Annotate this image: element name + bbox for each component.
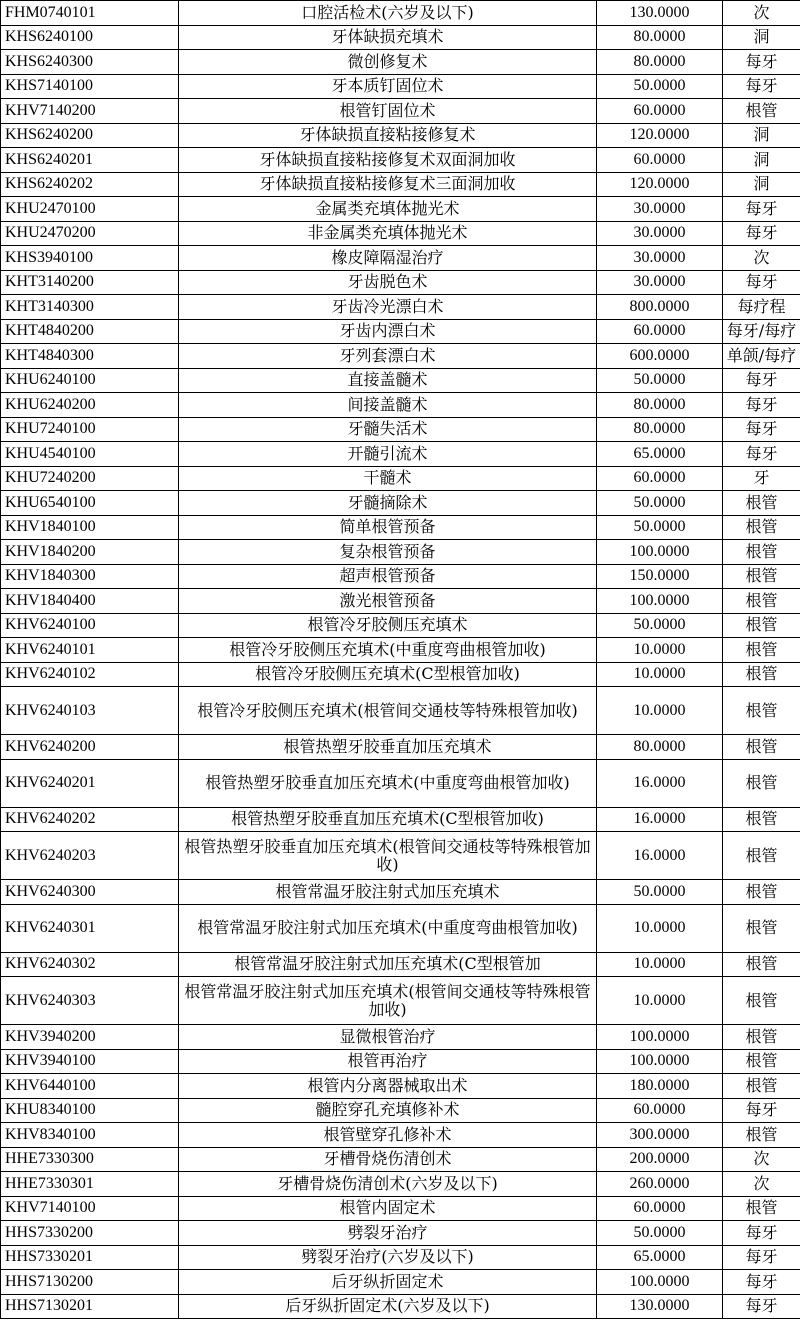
item-name-cell: 金属类充填体抛光术	[179, 197, 597, 222]
item-name-cell: 橡皮障隔湿治疗	[179, 246, 597, 271]
item-price-cell: 50.0000	[597, 515, 723, 540]
item-name-cell: 牙齿冷光漂白术	[179, 295, 597, 320]
item-code-cell: KHT3140300	[1, 295, 179, 320]
item-price-cell: 50.0000	[597, 613, 723, 638]
item-name-cell: 非金属类充填体抛光术	[179, 221, 597, 246]
item-code-cell: HHS7130201	[1, 1294, 179, 1319]
item-name-cell: 牙体缺损直接粘接修复术	[179, 123, 597, 148]
table-row	[1, 1025, 800, 1050]
item-name-cell: 根管常温牙胶注射式加压充填术	[179, 880, 597, 905]
table-row	[1, 1196, 800, 1221]
item-price-cell: 65.0000	[597, 1245, 723, 1270]
item-code-cell: KHV6240201	[1, 759, 179, 807]
item-unit-cell: 单颌/每疗	[723, 344, 800, 369]
item-name-cell: 简单根管预备	[179, 515, 597, 540]
item-name-cell: 牙髓失活术	[179, 417, 597, 442]
item-name-cell: 口腔活检术(六岁及以下)	[179, 1, 597, 26]
item-price-cell: 60.0000	[597, 319, 723, 344]
item-name-cell: 牙体缺损直接粘接修复术双面洞加收	[179, 148, 597, 173]
item-name-cell: 劈裂牙治疗	[179, 1221, 597, 1246]
item-unit-cell: 根管	[723, 491, 800, 516]
table-row	[1, 662, 800, 687]
item-code-cell: FHM0740101	[1, 1, 179, 26]
table-row	[1, 1049, 800, 1074]
table-row	[1, 977, 800, 1025]
item-unit-cell: 根管	[723, 515, 800, 540]
item-name-cell: 显微根管治疗	[179, 1025, 597, 1050]
table-row	[1, 759, 800, 807]
item-unit-cell: 洞	[723, 172, 800, 197]
item-unit-cell: 每牙	[723, 197, 800, 222]
table-row	[1, 564, 800, 589]
item-price-cell: 50.0000	[597, 491, 723, 516]
item-price-cell: 100.0000	[597, 1270, 723, 1295]
item-price-cell: 65.0000	[597, 442, 723, 467]
item-code-cell: KHU8340100	[1, 1098, 179, 1123]
item-price-cell: 10.0000	[597, 638, 723, 663]
item-price-cell: 10.0000	[597, 977, 723, 1025]
item-name-cell: 牙髓摘除术	[179, 491, 597, 516]
item-code-cell: KHV6240200	[1, 735, 179, 760]
item-code-cell: KHU7240200	[1, 466, 179, 491]
table-row	[1, 148, 800, 173]
item-unit-cell: 每牙	[723, 270, 800, 295]
item-price-cell: 800.0000	[597, 295, 723, 320]
item-unit-cell: 每牙	[723, 1294, 800, 1319]
item-price-cell: 30.0000	[597, 221, 723, 246]
item-name-cell: 根管常温牙胶注射式加压充填术(根管间交通枝等特殊根管加收)	[179, 977, 597, 1025]
item-code-cell: KHV6240103	[1, 687, 179, 735]
item-unit-cell: 根管	[723, 662, 800, 687]
table-row	[1, 221, 800, 246]
item-name-cell: 复杂根管预备	[179, 540, 597, 565]
item-price-cell: 80.0000	[597, 417, 723, 442]
item-code-cell: KHU6240100	[1, 368, 179, 393]
item-name-cell: 根管热塑牙胶垂直加压充填术(根管间交通枝等特殊根管加收)	[179, 832, 597, 880]
item-unit-cell: 根管	[723, 832, 800, 880]
item-code-cell: KHU6540100	[1, 491, 179, 516]
item-code-cell: KHV3940200	[1, 1025, 179, 1050]
item-code-cell: KHV6240302	[1, 952, 179, 977]
item-unit-cell: 每牙	[723, 1245, 800, 1270]
item-name-cell: 牙齿脱色术	[179, 270, 597, 295]
item-unit-cell: 每疗程	[723, 295, 800, 320]
table-row	[1, 319, 800, 344]
item-price-cell: 30.0000	[597, 246, 723, 271]
item-unit-cell: 每牙	[723, 1270, 800, 1295]
table-row	[1, 442, 800, 467]
item-code-cell: KHU2470200	[1, 221, 179, 246]
table-row	[1, 1270, 800, 1295]
item-code-cell: KHU2470100	[1, 197, 179, 222]
table-row	[1, 295, 800, 320]
item-code-cell: KHT4840300	[1, 344, 179, 369]
item-name-cell: 牙体缺损直接粘接修复术三面洞加收	[179, 172, 597, 197]
item-code-cell: KHV1840200	[1, 540, 179, 565]
item-code-cell: KHT3140200	[1, 270, 179, 295]
item-unit-cell: 根管	[723, 904, 800, 952]
item-code-cell: KHV8340100	[1, 1123, 179, 1148]
item-name-cell: 髓腔穿孔充填修补术	[179, 1098, 597, 1123]
item-code-cell: HHS7130200	[1, 1270, 179, 1295]
item-name-cell: 牙本质钉固位术	[179, 74, 597, 99]
table-row	[1, 123, 800, 148]
item-price-cell: 200.0000	[597, 1147, 723, 1172]
item-unit-cell: 根管	[723, 952, 800, 977]
item-code-cell: KHV6240202	[1, 807, 179, 832]
table-row	[1, 735, 800, 760]
table-row	[1, 880, 800, 905]
table-row	[1, 1123, 800, 1148]
item-unit-cell: 洞	[723, 148, 800, 173]
table-row	[1, 952, 800, 977]
item-price-cell: 260.0000	[597, 1172, 723, 1197]
item-unit-cell: 根管	[723, 1196, 800, 1221]
item-name-cell: 根管冷牙胶侧压充填术(根管间交通枝等特殊根管加收)	[179, 687, 597, 735]
table-row	[1, 1, 800, 26]
table-row	[1, 197, 800, 222]
item-unit-cell: 根管	[723, 759, 800, 807]
item-price-cell: 50.0000	[597, 368, 723, 393]
item-price-cell: 60.0000	[597, 148, 723, 173]
table-row	[1, 1074, 800, 1099]
item-code-cell: KHU4540100	[1, 442, 179, 467]
item-unit-cell: 次	[723, 1172, 800, 1197]
item-unit-cell: 根管	[723, 540, 800, 565]
table-row	[1, 807, 800, 832]
table-row	[1, 1172, 800, 1197]
item-price-cell: 300.0000	[597, 1123, 723, 1148]
item-price-cell: 80.0000	[597, 50, 723, 75]
item-unit-cell: 每牙	[723, 393, 800, 418]
item-unit-cell: 根管	[723, 99, 800, 124]
item-unit-cell: 每牙	[723, 74, 800, 99]
table-row	[1, 491, 800, 516]
item-unit-cell: 每牙	[723, 442, 800, 467]
table-row	[1, 613, 800, 638]
item-code-cell: KHV1840300	[1, 564, 179, 589]
item-price-cell: 120.0000	[597, 172, 723, 197]
item-price-cell: 120.0000	[597, 123, 723, 148]
item-price-cell: 80.0000	[597, 25, 723, 50]
item-code-cell: KHV6240203	[1, 832, 179, 880]
item-unit-cell: 根管	[723, 564, 800, 589]
item-price-cell: 80.0000	[597, 393, 723, 418]
table-row	[1, 1294, 800, 1319]
item-code-cell: KHS3940100	[1, 246, 179, 271]
item-unit-cell: 根管	[723, 638, 800, 663]
item-name-cell: 根管冷牙胶侧压充填术	[179, 613, 597, 638]
table-row	[1, 368, 800, 393]
item-name-cell: 间接盖髓术	[179, 393, 597, 418]
item-code-cell: KHV6240101	[1, 638, 179, 663]
item-name-cell: 开髓引流术	[179, 442, 597, 467]
item-price-cell: 16.0000	[597, 807, 723, 832]
item-code-cell: KHV7140100	[1, 1196, 179, 1221]
table-row	[1, 99, 800, 124]
table-row	[1, 50, 800, 75]
item-unit-cell: 洞	[723, 25, 800, 50]
item-code-cell: KHV3940100	[1, 1049, 179, 1074]
item-price-cell: 10.0000	[597, 904, 723, 952]
item-price-cell: 16.0000	[597, 759, 723, 807]
item-price-cell: 60.0000	[597, 99, 723, 124]
item-name-cell: 牙齿内漂白术	[179, 319, 597, 344]
table-row	[1, 589, 800, 614]
item-code-cell: KHT4840200	[1, 319, 179, 344]
table-row	[1, 25, 800, 50]
table-row	[1, 515, 800, 540]
item-code-cell: KHV1840400	[1, 589, 179, 614]
item-name-cell: 根管壁穿孔修补术	[179, 1123, 597, 1148]
item-name-cell: 干髓术	[179, 466, 597, 491]
item-unit-cell: 根管	[723, 735, 800, 760]
table-row	[1, 417, 800, 442]
item-unit-cell: 牙	[723, 466, 800, 491]
item-name-cell: 劈裂牙治疗(六岁及以下)	[179, 1245, 597, 1270]
item-price-cell: 10.0000	[597, 662, 723, 687]
item-unit-cell: 根管	[723, 807, 800, 832]
item-price-cell: 60.0000	[597, 1098, 723, 1123]
item-price-cell: 100.0000	[597, 1049, 723, 1074]
item-name-cell: 根管热塑牙胶垂直加压充填术(中重度弯曲根管加收)	[179, 759, 597, 807]
item-name-cell: 根管常温牙胶注射式加压充填术(C型根管加	[179, 952, 597, 977]
item-code-cell: HHE7330300	[1, 1147, 179, 1172]
table-row	[1, 832, 800, 880]
item-name-cell: 直接盖髓术	[179, 368, 597, 393]
table-row	[1, 1147, 800, 1172]
item-name-cell: 根管热塑牙胶垂直加压充填术	[179, 735, 597, 760]
item-unit-cell: 每牙	[723, 221, 800, 246]
item-price-cell: 16.0000	[597, 832, 723, 880]
fee-table-body	[1, 1, 800, 1319]
item-price-cell: 180.0000	[597, 1074, 723, 1099]
item-unit-cell: 每牙	[723, 1221, 800, 1246]
item-name-cell: 牙槽骨烧伤清创术	[179, 1147, 597, 1172]
item-price-cell: 60.0000	[597, 466, 723, 491]
item-code-cell: KHV6440100	[1, 1074, 179, 1099]
item-name-cell: 根管内固定术	[179, 1196, 597, 1221]
item-price-cell: 100.0000	[597, 589, 723, 614]
item-name-cell: 牙槽骨烧伤清创术(六岁及以下)	[179, 1172, 597, 1197]
item-price-cell: 80.0000	[597, 735, 723, 760]
item-unit-cell: 根管	[723, 880, 800, 905]
item-price-cell: 50.0000	[597, 74, 723, 99]
item-name-cell: 牙列套漂白术	[179, 344, 597, 369]
item-code-cell: HHS7330201	[1, 1245, 179, 1270]
item-name-cell: 后牙纵折固定术	[179, 1270, 597, 1295]
item-code-cell: KHS6240201	[1, 148, 179, 173]
item-code-cell: HHE7330301	[1, 1172, 179, 1197]
item-name-cell: 牙体缺损充填术	[179, 25, 597, 50]
item-price-cell: 150.0000	[597, 564, 723, 589]
item-code-cell: KHU6240200	[1, 393, 179, 418]
table-row	[1, 687, 800, 735]
item-unit-cell: 根管	[723, 977, 800, 1025]
item-name-cell: 根管钉固位术	[179, 99, 597, 124]
item-unit-cell: 根管	[723, 1049, 800, 1074]
table-row	[1, 638, 800, 663]
item-name-cell: 根管冷牙胶侧压充填术(中重度弯曲根管加收)	[179, 638, 597, 663]
item-unit-cell: 根管	[723, 613, 800, 638]
item-price-cell: 50.0000	[597, 880, 723, 905]
item-unit-cell: 每牙	[723, 50, 800, 75]
item-code-cell: KHS6240202	[1, 172, 179, 197]
item-name-cell: 根管热塑牙胶垂直加压充填术(C型根管加收)	[179, 807, 597, 832]
item-code-cell: KHS6240100	[1, 25, 179, 50]
item-name-cell: 根管冷牙胶侧压充填术(C型根管加收)	[179, 662, 597, 687]
item-code-cell: KHV1840100	[1, 515, 179, 540]
item-unit-cell: 次	[723, 246, 800, 271]
item-price-cell: 100.0000	[597, 1025, 723, 1050]
table-row	[1, 466, 800, 491]
item-price-cell: 10.0000	[597, 687, 723, 735]
item-name-cell: 根管常温牙胶注射式加压充填术(中重度弯曲根管加收)	[179, 904, 597, 952]
item-code-cell: KHV6240300	[1, 880, 179, 905]
item-code-cell: KHV6240102	[1, 662, 179, 687]
item-unit-cell: 根管	[723, 1123, 800, 1148]
table-row	[1, 393, 800, 418]
item-name-cell: 激光根管预备	[179, 589, 597, 614]
item-code-cell: KHS6240300	[1, 50, 179, 75]
table-row	[1, 344, 800, 369]
item-unit-cell: 次	[723, 1, 800, 26]
item-code-cell: HHS7330200	[1, 1221, 179, 1246]
item-price-cell: 600.0000	[597, 344, 723, 369]
table-row	[1, 904, 800, 952]
table-row	[1, 1221, 800, 1246]
item-name-cell: 根管再治疗	[179, 1049, 597, 1074]
item-price-cell: 60.0000	[597, 1196, 723, 1221]
item-code-cell: KHV7140200	[1, 99, 179, 124]
item-unit-cell: 每牙	[723, 368, 800, 393]
item-price-cell: 10.0000	[597, 952, 723, 977]
item-price-cell: 50.0000	[597, 1221, 723, 1246]
item-name-cell: 根管内分离器械取出术	[179, 1074, 597, 1099]
item-name-cell: 超声根管预备	[179, 564, 597, 589]
item-code-cell: KHS7140100	[1, 74, 179, 99]
item-unit-cell: 根管	[723, 687, 800, 735]
item-price-cell: 30.0000	[597, 197, 723, 222]
item-unit-cell: 每牙/每疗	[723, 319, 800, 344]
item-code-cell: KHV6240301	[1, 904, 179, 952]
item-price-cell: 30.0000	[597, 270, 723, 295]
item-unit-cell: 每牙	[723, 417, 800, 442]
table-row	[1, 1098, 800, 1123]
item-price-cell: 100.0000	[597, 540, 723, 565]
item-price-cell: 130.0000	[597, 1, 723, 26]
item-code-cell: KHV6240100	[1, 613, 179, 638]
item-code-cell: KHV6240303	[1, 977, 179, 1025]
item-price-cell: 130.0000	[597, 1294, 723, 1319]
item-unit-cell: 洞	[723, 123, 800, 148]
table-row	[1, 172, 800, 197]
item-name-cell: 后牙纵折固定术(六岁及以下)	[179, 1294, 597, 1319]
item-code-cell: KHU7240100	[1, 417, 179, 442]
table-row	[1, 1245, 800, 1270]
item-unit-cell: 根管	[723, 589, 800, 614]
item-unit-cell: 根管	[723, 1074, 800, 1099]
table-row	[1, 246, 800, 271]
item-unit-cell: 每牙	[723, 1098, 800, 1123]
item-unit-cell: 根管	[723, 1025, 800, 1050]
table-row	[1, 74, 800, 99]
item-name-cell: 微创修复术	[179, 50, 597, 75]
item-unit-cell: 次	[723, 1147, 800, 1172]
table-row	[1, 540, 800, 565]
item-code-cell: KHS6240200	[1, 123, 179, 148]
table-row	[1, 270, 800, 295]
